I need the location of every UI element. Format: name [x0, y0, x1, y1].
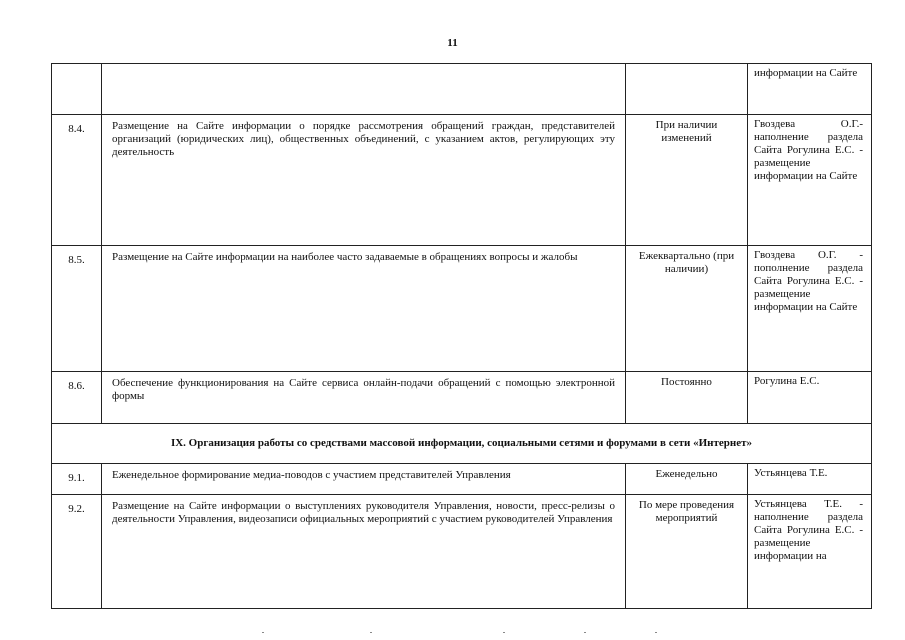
- row-responsible: Рогулина Е.С.: [748, 372, 872, 424]
- row-number: 9.1.: [52, 464, 102, 495]
- table-row: [52, 495, 872, 609]
- row-term: Постоянно: [626, 372, 748, 424]
- row-number: [52, 64, 102, 115]
- section-heading: IX. Организация работы со средствами массовой информации, социальными сетями и форумами в сети «Интернет»: [52, 424, 872, 464]
- row-term: При наличии изменений: [626, 115, 748, 246]
- row-term: Ежеквартально (при наличии): [626, 246, 748, 372]
- table-row: [52, 115, 872, 246]
- row-description: Размещение на Сайте информации на наиболее часто задаваемые в обращениях вопросы и жалобы: [102, 246, 626, 372]
- row-term: [626, 64, 748, 115]
- row-description: [102, 64, 626, 115]
- row-description: Обеспечение функционирования на Сайте сервиса онлайн-подачи обращений с помощью электронной формы: [102, 372, 626, 424]
- row-responsible: Гвоздева О.Г. - пополнение раздела Сайта Рогулина Е.С. - размещение информации на Сайте: [748, 246, 872, 372]
- row-description: Размещение на Сайте информации о порядке рассмотрения обращений граждан, представителей организаций (юридических лиц), общественных объединений, с указанием актов, регулирующих эту деятельность: [102, 115, 626, 246]
- table-row: [52, 372, 872, 424]
- row-description: Размещение на Сайте информации о выступлениях руководителя Управления, новости, пресс-релизы о деятельности Управления, видеозаписи официальных мероприятий с участием руководителей Управления: [102, 495, 626, 609]
- table-row: [52, 246, 872, 372]
- plan-table: [51, 63, 872, 609]
- table-row: [52, 64, 872, 115]
- row-responsible: Устьянцева Т.Е.: [748, 464, 872, 495]
- row-responsible: Гвоздева О.Г.- наполнение раздела Сайта Рогулина Е.С. - размещение информации на Сайте: [748, 115, 872, 246]
- scan-artifacts: [0, 628, 905, 638]
- row-number: 9.2.: [52, 495, 102, 609]
- row-number: 8.5.: [52, 246, 102, 372]
- page-number: 11: [447, 37, 458, 49]
- row-description: Еженедельное формирование медиа-поводов с участием представителей Управления: [102, 464, 626, 495]
- section-heading-row: [52, 424, 872, 464]
- row-responsible: Устьянцева Т.Е. - наполнение раздела Сайта Рогулина Е.С. - размещение информации на: [748, 495, 872, 609]
- row-term: По мере проведения мероприятий: [626, 495, 748, 609]
- row-number: 8.4.: [52, 115, 102, 246]
- row-number: 8.6.: [52, 372, 102, 424]
- row-responsible: информации на Сайте: [748, 64, 872, 115]
- table-row: [52, 464, 872, 495]
- row-term: Еженедельно: [626, 464, 748, 495]
